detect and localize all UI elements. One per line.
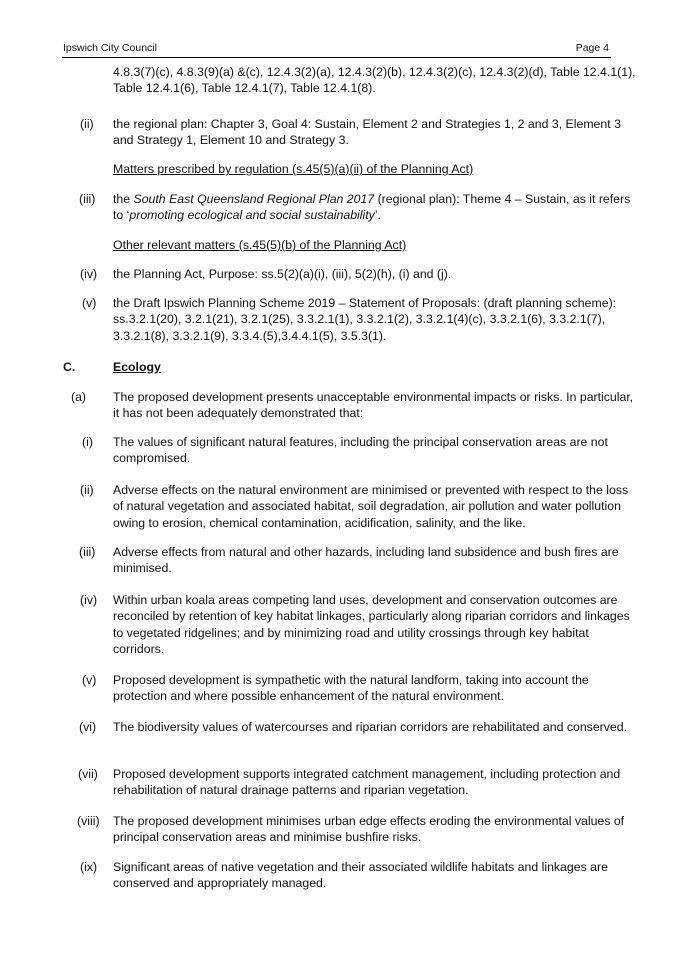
item-number: (vi) [79,720,97,734]
list-item [0,672,675,705]
list-item [0,295,675,344]
item-text-post: ’. [374,208,381,223]
continuation-text: 4.8.3(7)(c), 4.8.3(9)(a) &(c), 12.4.3(2)(a), 12.4.3(2)(b), 12.4.3(2)(c), 12.4.3(2)(d), Table 12.4.1(1), Table 12.4.1(6), Table 12.4.1(7), Table 12.4.1(8). [113,65,636,96]
item-number: (v) [82,673,97,687]
item-number: (iv) [80,267,98,281]
item-number: (a) [71,390,87,404]
list-item [0,592,675,658]
header-page-number: Page 4 [575,42,609,54]
list-item [0,116,675,149]
header-divider [62,57,611,58]
page-header [63,42,609,56]
item-text: Proposed development supports integrated catchment management, including protection and rehabilitation of natural drainage patterns and riparian vegetation. [113,767,621,798]
item-number: (iv) [80,593,98,607]
item-text-pre: the [113,192,134,206]
item-number: (viii) [77,814,100,828]
item-text: Adverse effects from natural and other hazards, including land subsidence and bush fires are minimised. [113,545,619,576]
section-number: C. [63,360,76,374]
item-number: (vii) [78,767,98,781]
item-text: Proposed development is sympathetic with the natural landform, taking into account the protection and where possible enhancement of the natural environment. [113,673,589,704]
list-item [0,719,675,735]
list-item [0,766,675,799]
item-number: (ii) [80,117,94,131]
section-heading [0,359,675,375]
item-number: (ii) [80,483,94,497]
item-text: Within urban koala areas competing land uses, development and conservation outcomes are reconciled by retention of key habitat linkages, particularly along riparian corridors and linkages to vegetated ridgelines; and by minimizing road and utility crossings through key habitat corridors. [113,593,630,657]
quoted-phrase: promoting ecological and social sustainability [129,208,375,223]
item-number: (iii) [79,545,96,559]
regional-plan-title: South East Queensland Regional Plan 2017 [133,192,375,206]
list-item [0,389,675,422]
item-number: (ix) [80,860,98,874]
item-text: The biodiversity values of watercourses and riparian corridors are rehabilitated and conserved. [113,720,628,734]
header-council-name: Ipswich City Council [63,42,157,54]
item-text: The proposed development minimises urban edge effects eroding the environmental values of principal conservation areas and minimise bushfire risks. [113,814,625,845]
list-item [0,482,675,531]
list-item [0,434,675,467]
item-text: the Draft Ipswich Planning Scheme 2019 – Statement of Proposals: (draft planning scheme): ss.3.2.1(20), 3.2.1(21), 3.2.1(25), 3.3.2.1(1), 3.3.2.1(2), 3.3.2.1(4)(c), 3.3.2.1(6), 3.3.2.1(7), 3.3.2.1(8), 3.3.2.1(9), 3.3.4.(5),3.4.4.1(5), 3.5.3(1). [113,296,617,343]
item-text: The values of significant natural features, including the principal conservation areas are not compromised. [113,435,608,466]
list-item [0,544,675,577]
item-number: (iii) [79,192,96,206]
item-text: Adverse effects on the natural environment are minimised or prevented with respect to the loss of natural vegetation and associated habitat, soil degradation, air pollution and water pollution owing to erosion, chemical contamination, acidification, salinity, and the like. [113,483,629,530]
list-item [0,859,675,892]
section-title: Ecology [113,360,161,374]
list-item [0,191,675,224]
item-text: the Planning Act, Purpose: ss.5(2)(a)(i), (iii), 5(2)(h), (i) and (j). [113,267,452,281]
heading-other-matters: Other relevant matters (s.45(5)(b) of the Planning Act) [113,238,407,252]
list-item [0,813,675,846]
heading-regulation: Matters prescribed by regulation (s.45(5)(a)(ii) of the Planning Act) [113,162,474,176]
item-number: (v) [82,296,97,310]
item-number: (i) [82,435,93,449]
list-item [0,266,675,282]
item-text: The proposed development presents unacceptable environmental impacts or risks. In particular, it has not been adequately demonstrated that: [113,390,634,421]
item-text: the regional plan: Chapter 3, Goal 4: Sustain, Element 2 and Strategies 1, 2 and 3, Element 3 and Strategy 1, Element 10 and Strategy 3. [113,117,621,148]
item-text-mid: (regional plan): Theme 4 – Sustain, as it refers to ‘ [113,192,631,223]
item-text: Significant areas of native vegetation and their associated wildlife habitats and linkages are conserved and appropriately managed. [113,860,608,891]
